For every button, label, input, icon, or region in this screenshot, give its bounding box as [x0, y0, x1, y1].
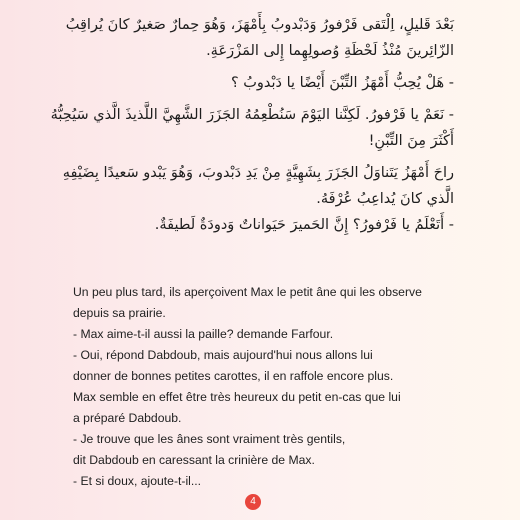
french-line: donner de bonnes petites carottes, il en raffole encore plus.	[73, 369, 394, 383]
page-number-badge: 4	[245, 494, 261, 510]
arabic-line: الَّذي كانَ يُداعِبُ عُرْفَهُ.	[316, 191, 454, 207]
arabic-line: الزّائِرينَ مُنْذُ لَحْظَةِ وُصولِهِما إِلى المَزْرَعَةِ.	[206, 43, 454, 59]
french-line: dit Dabdoub en caressant la crinière de Max.	[73, 453, 315, 467]
french-line: - Et si doux, ajoute-t-il...	[73, 474, 202, 488]
french-line: depuis sa prairie.	[73, 306, 166, 320]
french-line: Un peu plus tard, ils aperçoivent Max le petit âne qui les observe	[73, 285, 422, 299]
arabic-line: أَكْثَرَ مِنَ التِّبْنِ!	[368, 133, 454, 149]
arabic-line: راحَ أَمْهَزُ يَتَناوَلُ الجَزَرَ بِشَهِيَّةٍ مِنْ يَدِ دَبْدوبَ، وَهُوَ يَبْدو سَعيدًا بِضَيْفِهِ	[62, 165, 454, 181]
french-line: Max semble en effet être très heureux du petit en-cas que lui	[73, 390, 401, 404]
french-line: a préparé Dabdoub.	[73, 411, 182, 425]
french-line: - Max aime-t-il aussi la paille? demande Farfour.	[73, 327, 334, 341]
arabic-line: - أَتَعْلَمُ يا فَرْفورُ؟ إِنَّ الحَميرَ حَيَواناتٌ وَدودَةٌ لَطيفَةٌ.	[154, 217, 454, 233]
french-line: - Je trouve que les ânes sont vraiment très gentils,	[73, 432, 346, 446]
french-line: - Oui, répond Dabdoub, mais aujourd'hui nous allons lui	[73, 348, 373, 362]
french-text-block	[73, 282, 453, 492]
arabic-text-block	[50, 12, 454, 238]
arabic-line: بَعْدَ قَليلٍ، اِلْتَقى فَرْفورُ وَدَبْدوبُ بِأَمْهَزَ، وَهُوَ حِمارٌ صَغيرٌ كانَ يُراقِبُ	[65, 17, 454, 33]
arabic-line: - هَلْ يُحِبُّ أَمْهَزُ التِّبْنَ أَيْضًا يا دَبْدوبُ ؟	[230, 75, 454, 91]
arabic-line: - نَعَمْ يا فَرْفورُ. لَكِنَّنا اليَوْمَ سَنُطْعِمُهُ الجَزَرَ الشَّهِيَّ اللَّذيذَ الَّذي سَيُحِبُّهُ	[50, 107, 454, 123]
